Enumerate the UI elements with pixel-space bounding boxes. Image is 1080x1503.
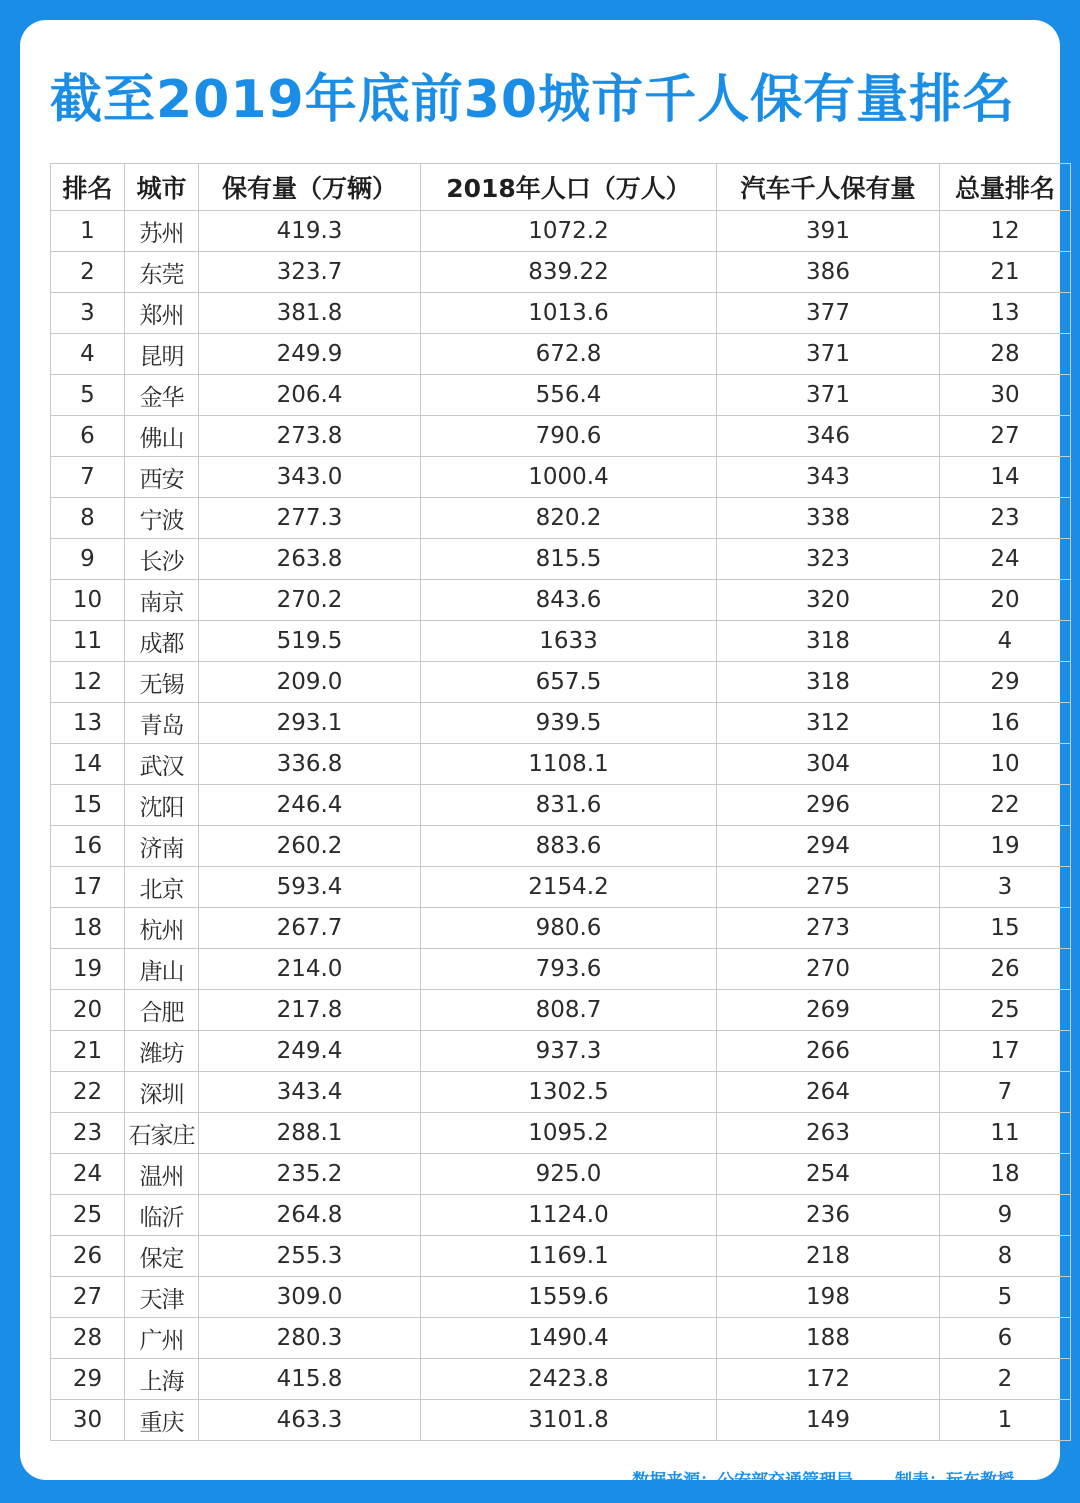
cell-rank: 9 <box>51 539 125 580</box>
header-per-thousand: 汽车千人保有量 <box>717 164 940 211</box>
cell-per-thousand: 198 <box>717 1277 940 1318</box>
cell-vehicles: 246.4 <box>199 785 421 826</box>
cell-per-thousand: 318 <box>717 621 940 662</box>
cell-population: 657.5 <box>421 662 717 703</box>
cell-city: 佛山 <box>125 416 199 457</box>
cell-per-thousand: 254 <box>717 1154 940 1195</box>
cell-rank: 10 <box>51 580 125 621</box>
cell-per-thousand: 149 <box>717 1400 940 1441</box>
cell-city: 东莞 <box>125 252 199 293</box>
cell-rank: 29 <box>51 1359 125 1400</box>
cell-vehicles: 209.0 <box>199 662 421 703</box>
cell-city: 济南 <box>125 826 199 867</box>
cell-per-thousand: 172 <box>717 1359 940 1400</box>
cell-city: 南京 <box>125 580 199 621</box>
header-city: 城市 <box>125 164 199 211</box>
cell-per-thousand: 296 <box>717 785 940 826</box>
cell-total-rank: 26 <box>940 949 1071 990</box>
footer <box>632 1466 1014 1491</box>
cell-vehicles: 593.4 <box>199 867 421 908</box>
cell-vehicles: 415.8 <box>199 1359 421 1400</box>
cell-population: 1633 <box>421 621 717 662</box>
ranking-table <box>50 163 1071 1441</box>
cell-total-rank: 23 <box>940 498 1071 539</box>
cell-total-rank: 1 <box>940 1400 1071 1441</box>
cell-per-thousand: 377 <box>717 293 940 334</box>
cell-city: 昆明 <box>125 334 199 375</box>
cell-city: 广州 <box>125 1318 199 1359</box>
cell-total-rank: 24 <box>940 539 1071 580</box>
content-card <box>20 20 1060 1491</box>
cell-population: 1124.0 <box>421 1195 717 1236</box>
cell-vehicles: 381.8 <box>199 293 421 334</box>
cell-city: 天津 <box>125 1277 199 1318</box>
cell-per-thousand: 346 <box>717 416 940 457</box>
table-row <box>51 498 1071 539</box>
cell-per-thousand: 323 <box>717 539 940 580</box>
table-row <box>51 1400 1071 1441</box>
cell-rank: 22 <box>51 1072 125 1113</box>
cell-total-rank: 29 <box>940 662 1071 703</box>
table-row <box>51 867 1071 908</box>
cell-total-rank: 19 <box>940 826 1071 867</box>
cell-population: 3101.8 <box>421 1400 717 1441</box>
cell-vehicles: 293.1 <box>199 703 421 744</box>
cell-population: 1013.6 <box>421 293 717 334</box>
table-row <box>51 211 1071 252</box>
cell-vehicles: 267.7 <box>199 908 421 949</box>
cell-population: 831.6 <box>421 785 717 826</box>
table-row <box>51 1154 1071 1195</box>
cell-city: 温州 <box>125 1154 199 1195</box>
table-maker-note: 制表：玩车教授 <box>895 1471 1014 1491</box>
cell-city: 唐山 <box>125 949 199 990</box>
cell-total-rank: 28 <box>940 334 1071 375</box>
cell-city: 成都 <box>125 621 199 662</box>
cell-per-thousand: 371 <box>717 375 940 416</box>
table-row <box>51 580 1071 621</box>
cell-per-thousand: 270 <box>717 949 940 990</box>
cell-total-rank: 9 <box>940 1195 1071 1236</box>
cell-per-thousand: 386 <box>717 252 940 293</box>
cell-vehicles: 288.1 <box>199 1113 421 1154</box>
cell-vehicles: 214.0 <box>199 949 421 990</box>
cell-population: 925.0 <box>421 1154 717 1195</box>
cell-population: 1000.4 <box>421 457 717 498</box>
cell-population: 2154.2 <box>421 867 717 908</box>
cell-city: 石家庄 <box>125 1113 199 1154</box>
table-row <box>51 334 1071 375</box>
cell-vehicles: 217.8 <box>199 990 421 1031</box>
cell-total-rank: 12 <box>940 211 1071 252</box>
header-total-rank: 总量排名 <box>940 164 1071 211</box>
table-row <box>51 908 1071 949</box>
table-row <box>51 662 1071 703</box>
cell-rank: 2 <box>51 252 125 293</box>
cell-rank: 5 <box>51 375 125 416</box>
cell-vehicles: 280.3 <box>199 1318 421 1359</box>
cell-rank: 1 <box>51 211 125 252</box>
cell-per-thousand: 266 <box>717 1031 940 1072</box>
cell-vehicles: 419.3 <box>199 211 421 252</box>
cell-total-rank: 10 <box>940 744 1071 785</box>
cell-per-thousand: 264 <box>717 1072 940 1113</box>
cell-vehicles: 277.3 <box>199 498 421 539</box>
cell-city: 西安 <box>125 457 199 498</box>
cell-vehicles: 249.9 <box>199 334 421 375</box>
cell-population: 1072.2 <box>421 211 717 252</box>
cell-per-thousand: 263 <box>717 1113 940 1154</box>
cell-vehicles: 263.8 <box>199 539 421 580</box>
cell-vehicles: 273.8 <box>199 416 421 457</box>
cell-city: 宁波 <box>125 498 199 539</box>
cell-city: 无锡 <box>125 662 199 703</box>
cell-population: 839.22 <box>421 252 717 293</box>
cell-rank: 3 <box>51 293 125 334</box>
cell-total-rank: 27 <box>940 416 1071 457</box>
cell-city: 保定 <box>125 1236 199 1277</box>
cell-population: 1108.1 <box>421 744 717 785</box>
cell-rank: 24 <box>51 1154 125 1195</box>
cell-rank: 27 <box>51 1277 125 1318</box>
cell-per-thousand: 269 <box>717 990 940 1031</box>
cell-total-rank: 30 <box>940 375 1071 416</box>
cell-city: 临沂 <box>125 1195 199 1236</box>
cell-city: 深圳 <box>125 1072 199 1113</box>
cell-rank: 11 <box>51 621 125 662</box>
cell-vehicles: 235.2 <box>199 1154 421 1195</box>
cell-rank: 20 <box>51 990 125 1031</box>
cell-total-rank: 14 <box>940 457 1071 498</box>
cell-rank: 6 <box>51 416 125 457</box>
cell-total-rank: 8 <box>940 1236 1071 1277</box>
cell-total-rank: 7 <box>940 1072 1071 1113</box>
cell-city: 郑州 <box>125 293 199 334</box>
cell-per-thousand: 188 <box>717 1318 940 1359</box>
cell-city: 武汉 <box>125 744 199 785</box>
cell-vehicles: 323.7 <box>199 252 421 293</box>
cell-per-thousand: 236 <box>717 1195 940 1236</box>
table-row <box>51 539 1071 580</box>
table-row <box>51 375 1071 416</box>
table-row <box>51 621 1071 662</box>
cell-total-rank: 11 <box>940 1113 1071 1154</box>
table-row <box>51 293 1071 334</box>
cell-population: 980.6 <box>421 908 717 949</box>
cell-vehicles: 336.8 <box>199 744 421 785</box>
cell-vehicles: 260.2 <box>199 826 421 867</box>
cell-population: 793.6 <box>421 949 717 990</box>
table-row <box>51 785 1071 826</box>
cell-city: 北京 <box>125 867 199 908</box>
cell-rank: 16 <box>51 826 125 867</box>
cell-vehicles: 519.5 <box>199 621 421 662</box>
cell-city: 上海 <box>125 1359 199 1400</box>
table-row <box>51 744 1071 785</box>
cell-total-rank: 20 <box>940 580 1071 621</box>
table-row <box>51 1277 1071 1318</box>
cell-rank: 4 <box>51 334 125 375</box>
cell-vehicles: 343.0 <box>199 457 421 498</box>
table-row <box>51 457 1071 498</box>
cell-rank: 14 <box>51 744 125 785</box>
cell-rank: 28 <box>51 1318 125 1359</box>
cell-total-rank: 21 <box>940 252 1071 293</box>
cell-total-rank: 4 <box>940 621 1071 662</box>
cell-rank: 8 <box>51 498 125 539</box>
header-rank: 排名 <box>51 164 125 211</box>
cell-per-thousand: 218 <box>717 1236 940 1277</box>
cell-population: 1095.2 <box>421 1113 717 1154</box>
cell-per-thousand: 275 <box>717 867 940 908</box>
cell-vehicles: 463.3 <box>199 1400 421 1441</box>
table-row <box>51 1318 1071 1359</box>
cell-population: 820.2 <box>421 498 717 539</box>
cell-vehicles: 249.4 <box>199 1031 421 1072</box>
cell-per-thousand: 371 <box>717 334 940 375</box>
table-row <box>51 1359 1071 1400</box>
cell-city: 青岛 <box>125 703 199 744</box>
cell-city: 金华 <box>125 375 199 416</box>
cell-city: 长沙 <box>125 539 199 580</box>
cell-total-rank: 16 <box>940 703 1071 744</box>
cell-rank: 13 <box>51 703 125 744</box>
cell-population: 672.8 <box>421 334 717 375</box>
cell-rank: 26 <box>51 1236 125 1277</box>
cell-population: 1302.5 <box>421 1072 717 1113</box>
cell-rank: 18 <box>51 908 125 949</box>
cell-total-rank: 22 <box>940 785 1071 826</box>
cell-population: 2423.8 <box>421 1359 717 1400</box>
table-body <box>51 211 1071 1441</box>
cell-total-rank: 25 <box>940 990 1071 1031</box>
cell-per-thousand: 338 <box>717 498 940 539</box>
cell-vehicles: 309.0 <box>199 1277 421 1318</box>
table-row <box>51 990 1071 1031</box>
cell-total-rank: 2 <box>940 1359 1071 1400</box>
table-row <box>51 1031 1071 1072</box>
cell-population: 556.4 <box>421 375 717 416</box>
cell-per-thousand: 318 <box>717 662 940 703</box>
cell-rank: 12 <box>51 662 125 703</box>
cell-population: 1490.4 <box>421 1318 717 1359</box>
cell-per-thousand: 343 <box>717 457 940 498</box>
cell-rank: 21 <box>51 1031 125 1072</box>
cell-rank: 30 <box>51 1400 125 1441</box>
cell-population: 1169.1 <box>421 1236 717 1277</box>
cell-rank: 7 <box>51 457 125 498</box>
cell-vehicles: 264.8 <box>199 1195 421 1236</box>
cell-city: 合肥 <box>125 990 199 1031</box>
table-row <box>51 826 1071 867</box>
cell-rank: 15 <box>51 785 125 826</box>
cell-population: 790.6 <box>421 416 717 457</box>
cell-city: 重庆 <box>125 1400 199 1441</box>
cell-population: 843.6 <box>421 580 717 621</box>
cell-total-rank: 15 <box>940 908 1071 949</box>
cell-total-rank: 17 <box>940 1031 1071 1072</box>
cell-total-rank: 3 <box>940 867 1071 908</box>
cell-city: 潍坊 <box>125 1031 199 1072</box>
cell-vehicles: 343.4 <box>199 1072 421 1113</box>
cell-rank: 23 <box>51 1113 125 1154</box>
table-row <box>51 1072 1071 1113</box>
cell-city: 沈阳 <box>125 785 199 826</box>
table-row <box>51 949 1071 990</box>
cell-total-rank: 5 <box>940 1277 1071 1318</box>
header-population: 2018年人口（万人） <box>421 164 717 211</box>
cell-total-rank: 18 <box>940 1154 1071 1195</box>
cell-per-thousand: 312 <box>717 703 940 744</box>
table-row <box>51 703 1071 744</box>
table-row <box>51 416 1071 457</box>
cell-per-thousand: 320 <box>717 580 940 621</box>
page-title: 截至2019年底前30城市千人保有量排名 <box>50 70 1016 130</box>
cell-per-thousand: 294 <box>717 826 940 867</box>
cell-city: 苏州 <box>125 211 199 252</box>
cell-population: 1559.6 <box>421 1277 717 1318</box>
table-row <box>51 1113 1071 1154</box>
table-row <box>51 1195 1071 1236</box>
table-row <box>51 252 1071 293</box>
cell-population: 883.6 <box>421 826 717 867</box>
cell-city: 杭州 <box>125 908 199 949</box>
data-source-note: 数据来源：公安部交通管理局 <box>632 1471 854 1491</box>
cell-rank: 25 <box>51 1195 125 1236</box>
cell-population: 815.5 <box>421 539 717 580</box>
table-row <box>51 1236 1071 1277</box>
cell-population: 937.3 <box>421 1031 717 1072</box>
cell-vehicles: 270.2 <box>199 580 421 621</box>
cell-per-thousand: 273 <box>717 908 940 949</box>
cell-rank: 19 <box>51 949 125 990</box>
table-header-row <box>51 164 1071 211</box>
cell-population: 808.7 <box>421 990 717 1031</box>
cell-total-rank: 6 <box>940 1318 1071 1359</box>
cell-per-thousand: 391 <box>717 211 940 252</box>
cell-population: 939.5 <box>421 703 717 744</box>
cell-per-thousand: 304 <box>717 744 940 785</box>
cell-vehicles: 255.3 <box>199 1236 421 1277</box>
header-vehicles: 保有量（万辆） <box>199 164 421 211</box>
cell-rank: 17 <box>51 867 125 908</box>
cell-vehicles: 206.4 <box>199 375 421 416</box>
cell-total-rank: 13 <box>940 293 1071 334</box>
